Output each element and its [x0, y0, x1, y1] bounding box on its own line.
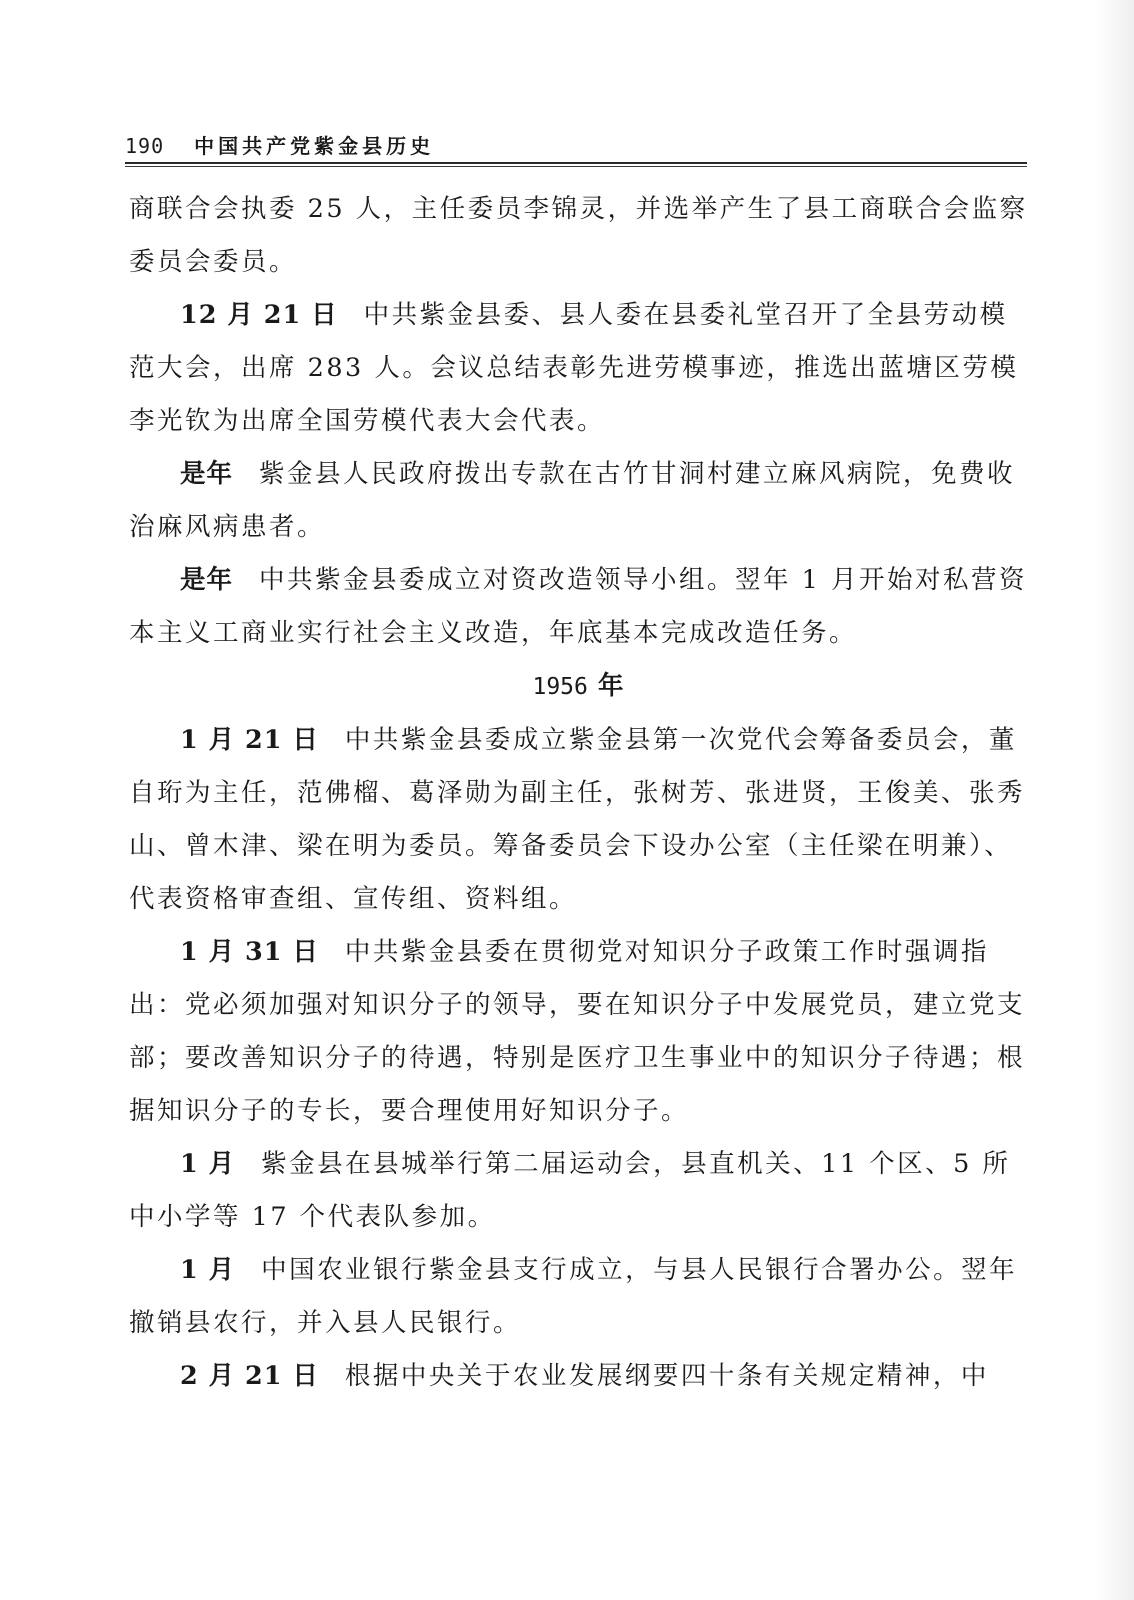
entry-date: 1 月 21 日 — [180, 725, 319, 755]
year-number: 1956 — [532, 674, 588, 700]
chronicle-entry — [129, 714, 1029, 926]
entry-date: 12 月 21 日 — [180, 300, 338, 330]
chronicle-entry — [129, 926, 1029, 1138]
year-heading — [129, 660, 1029, 714]
entry-date: 1 月 — [180, 1255, 236, 1285]
page-body — [129, 183, 1029, 1403]
entry-text: 中共紫金县委成立紫金县第一次党代会筹备委员会，董自珩为主任，范佛榴、葛泽勋为副主任，张树芳、张进贤，王俊美、张秀山、曾木津、梁在明为委员。筹备委员会下设办公室（主任梁在明兼）、代表资格审查组、宣传组、资料组。 — [129, 725, 1026, 914]
entry-date: 是年 — [180, 459, 234, 489]
chronicle-entry — [129, 1244, 1029, 1350]
entry-text: 中共紫金县委成立对资改造领导小组。翌年 1 月开始对私营资本主义工商业实行社会主义改造，年底基本完成改造任务。 — [129, 565, 1027, 648]
chronicle-entry — [129, 289, 1029, 448]
entry-text: 中国农业银行紫金县支行成立，与县人民银行合署办公。翌年撤销县农行，并入县人民银行。 — [129, 1255, 1018, 1338]
scan-edge-shadow — [1096, 0, 1134, 1600]
year-char: 年 — [597, 671, 626, 701]
chronicle-entry — [129, 1350, 1029, 1403]
entry-text: 紫金县人民政府拨出专款在古竹甘洞村建立麻风病院，免费收治麻风病患者。 — [129, 459, 1016, 542]
entry-text: 中共紫金县委在贯彻党对知识分子政策工作时强调指出：党必须加强对知识分子的领导，要在知识分子中发展党员，建立党支部；要改善知识分子的待遇，特别是医疗卫生事业中的知识分子待遇；根据知识分子的专长，要合理使用好知识分子。 — [129, 937, 1026, 1126]
book-title: 中国共产党紫金县历史 — [194, 134, 435, 158]
continuation-paragraph: 商联合会执委 25 人，主任委员李锦灵，并选举产生了县工商联合会监察委员会委员。 — [129, 194, 1028, 277]
chronicle-entry — [129, 1138, 1029, 1244]
entry-date: 2 月 21 日 — [180, 1361, 319, 1391]
entry-text: 根据中央关于农业发展纲要四十条有关规定精神，中 — [344, 1361, 989, 1391]
entry-text: 紫金县在县城举行第二届运动会，县直机关、11 个区、5 所中小学等 17 个代表队参加。 — [129, 1149, 1011, 1232]
entry-text: 中共紫金县委、县人委在县委礼堂召开了全县劳动模范大会，出席 283 人。会议总结表彰先进劳模事迹，推选出蓝塘区劳模李光钦为出席全国劳模代表大会代表。 — [129, 300, 1019, 436]
chronicle-entry — [129, 554, 1029, 660]
chronicle-entry — [129, 448, 1029, 554]
entry-date: 是年 — [180, 565, 234, 595]
page-number: 190 — [125, 134, 165, 158]
header-rule-thick — [125, 162, 1027, 164]
running-header — [125, 133, 434, 159]
entry-date: 1 月 31 日 — [180, 937, 319, 967]
header-rule-thin — [125, 166, 1027, 167]
entry-date: 1 月 — [180, 1149, 236, 1179]
